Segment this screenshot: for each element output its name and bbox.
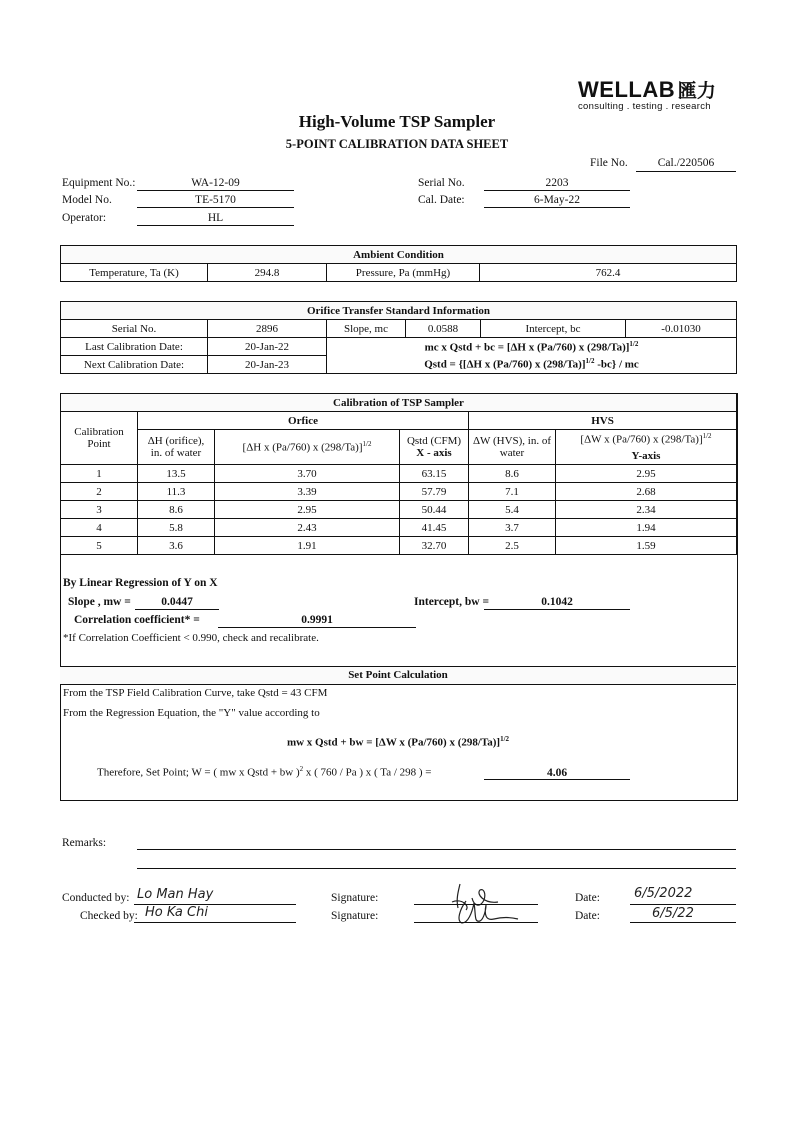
temperature-label: Temperature, Ta (K) — [61, 264, 208, 282]
cal-date-value: 6-May-22 — [534, 194, 580, 206]
serial-no-label: Serial No. — [418, 177, 465, 189]
logo-tagline: consulting . testing . research — [578, 101, 711, 112]
intercept-label: Intercept, bw = — [414, 596, 490, 608]
pressure-value: 762.4 — [480, 264, 737, 282]
remarks-line-1 — [137, 849, 736, 850]
page-title: High-Volume TSP Sampler — [298, 112, 496, 131]
file-no-value: Cal./220506 — [657, 157, 715, 169]
setpoint-line-2: From the Regression Equation, the "Y" value according to — [63, 707, 320, 719]
calibration-header: Calibration of TSP Sampler — [61, 394, 737, 412]
hvs-group-header: HVS — [469, 412, 737, 430]
signature-label-1: Signature: — [331, 892, 379, 904]
company-logo — [578, 76, 728, 112]
page-subtitle: 5-POINT CALIBRATION DATA SHEET — [285, 137, 509, 151]
signature-label-2: Signature: — [331, 910, 379, 922]
correlation-value: 0.9991 — [301, 614, 333, 626]
next-cal-label: Next Calibration Date: — [61, 356, 208, 374]
orifice-slope-label: Slope, mc — [327, 320, 406, 338]
conducted-by-label: Conducted by: — [62, 892, 130, 904]
model-no-label: Model No. — [62, 194, 112, 206]
checked-by-label: Checked by: — [80, 910, 138, 922]
date-label-1: Date: — [575, 892, 600, 904]
orifice-serial-label: Serial No. — [61, 320, 208, 338]
table-row: 3 8.6 2.95 50.44 5.4 2.34 — [61, 501, 737, 519]
date-value-1: 6/5/2022 — [634, 886, 693, 901]
calibration-table — [60, 394, 737, 555]
model-no-value: TE-5170 — [195, 194, 236, 206]
serial-no-value: 2203 — [545, 177, 569, 189]
col-calibration-point: Calibration Point — [61, 412, 138, 465]
orifice-serial-value: 2896 — [208, 320, 327, 338]
remarks-line-2 — [137, 868, 736, 869]
logo-chinese: 匯力 — [677, 80, 716, 102]
equipment-no-value: WA-12-09 — [191, 177, 240, 189]
setpoint-header: Set Point Calculation — [60, 666, 736, 685]
orifice-group-header: Orfice — [138, 412, 469, 430]
pressure-label: Pressure, Pa (mmHg) — [327, 264, 480, 282]
slope-label: Slope , mw = — [68, 596, 131, 608]
table-row: 5 3.6 1.91 32.70 2.5 1.59 — [61, 537, 737, 555]
conducted-by-name: Lo Man Hay — [137, 887, 214, 902]
table-row: 2 11.3 3.39 57.79 7.1 2.68 — [61, 483, 737, 501]
correlation-note: *If Correlation Coefficient < 0.990, check and recalibrate. — [63, 632, 319, 644]
ambient-header: Ambient Condition — [61, 246, 737, 264]
file-no-label: File No. — [590, 157, 628, 169]
table-row: 4 5.8 2.43 41.45 3.7 1.94 — [61, 519, 737, 537]
cal-date-label: Cal. Date: — [418, 194, 465, 206]
last-cal-label: Last Calibration Date: — [61, 338, 208, 356]
setpoint-equation: mw x Qstd + bw = [ΔW x (Pa/760) x (298/Ta)]$^{1/2}$ — [286, 735, 510, 749]
col-sqrt-w: [ΔW x (Pa/760) x (298/Ta)]$^{1/2}$ — [556, 430, 737, 448]
setpoint-formula: Therefore, Set Point; W = ( mw x Qstd + bw )$^2$ x ( 760 / Pa ) x ( Ta / 298 ) = — [97, 765, 432, 779]
orifice-table — [60, 301, 737, 374]
remarks-label: Remarks: — [62, 837, 107, 849]
operator-label: Operator: — [62, 212, 107, 224]
operator-value: HL — [207, 212, 224, 224]
col-y-axis: Y-axis — [556, 447, 737, 465]
col-sqrt-h: [ΔH x (Pa/760) x (298/Ta)]$^{1/2}$ — [215, 430, 400, 465]
orifice-formula-1: mc x Qstd + bc = [ΔH x (Pa/760) x (298/Ta)]$^{1/2}$ — [327, 338, 737, 356]
orifice-formula-2: Qstd = {[ΔH x (Pa/760) x (298/Ta)]$^{1/2}$ -bc} / mc — [327, 356, 737, 374]
temperature-value: 294.8 — [208, 264, 327, 282]
orifice-slope-value: 0.0588 — [406, 320, 481, 338]
regression-heading: By Linear Regression of Y on X — [63, 577, 218, 589]
col-qstd: Qstd (CFM) X - axis — [400, 430, 469, 465]
logo-brand: WELLAB — [578, 77, 676, 102]
intercept-value: 0.1042 — [541, 596, 573, 608]
table-row: 1 13.5 3.70 63.15 8.6 2.95 — [61, 465, 737, 483]
col-delta-w: ΔW (HVS), in. of water — [469, 430, 556, 465]
setpoint-result: 4.06 — [546, 767, 568, 779]
equipment-no-label: Equipment No.: — [62, 177, 136, 189]
slope-value: 0.0447 — [161, 596, 193, 608]
orifice-intercept-value: -0.01030 — [626, 320, 737, 338]
orifice-header: Orifice Transfer Standard Information — [61, 302, 737, 320]
setpoint-line-1: From the TSP Field Calibration Curve, take Qstd = 43 CFM — [63, 687, 328, 699]
col-delta-h: ΔH (orifice), in. of water — [138, 430, 215, 465]
correlation-label: Correlation coefficient* = — [74, 614, 200, 626]
next-cal-value: 20-Jan-23 — [208, 356, 327, 374]
date-label-2: Date: — [575, 910, 600, 922]
last-cal-value: 20-Jan-22 — [208, 338, 327, 356]
signature-2 — [414, 895, 538, 929]
date-value-2: 6/5/22 — [652, 906, 694, 921]
ambient-table — [60, 245, 737, 282]
orifice-intercept-label: Intercept, bc — [481, 320, 626, 338]
checked-by-name: Ho Ka Chi — [145, 905, 208, 920]
